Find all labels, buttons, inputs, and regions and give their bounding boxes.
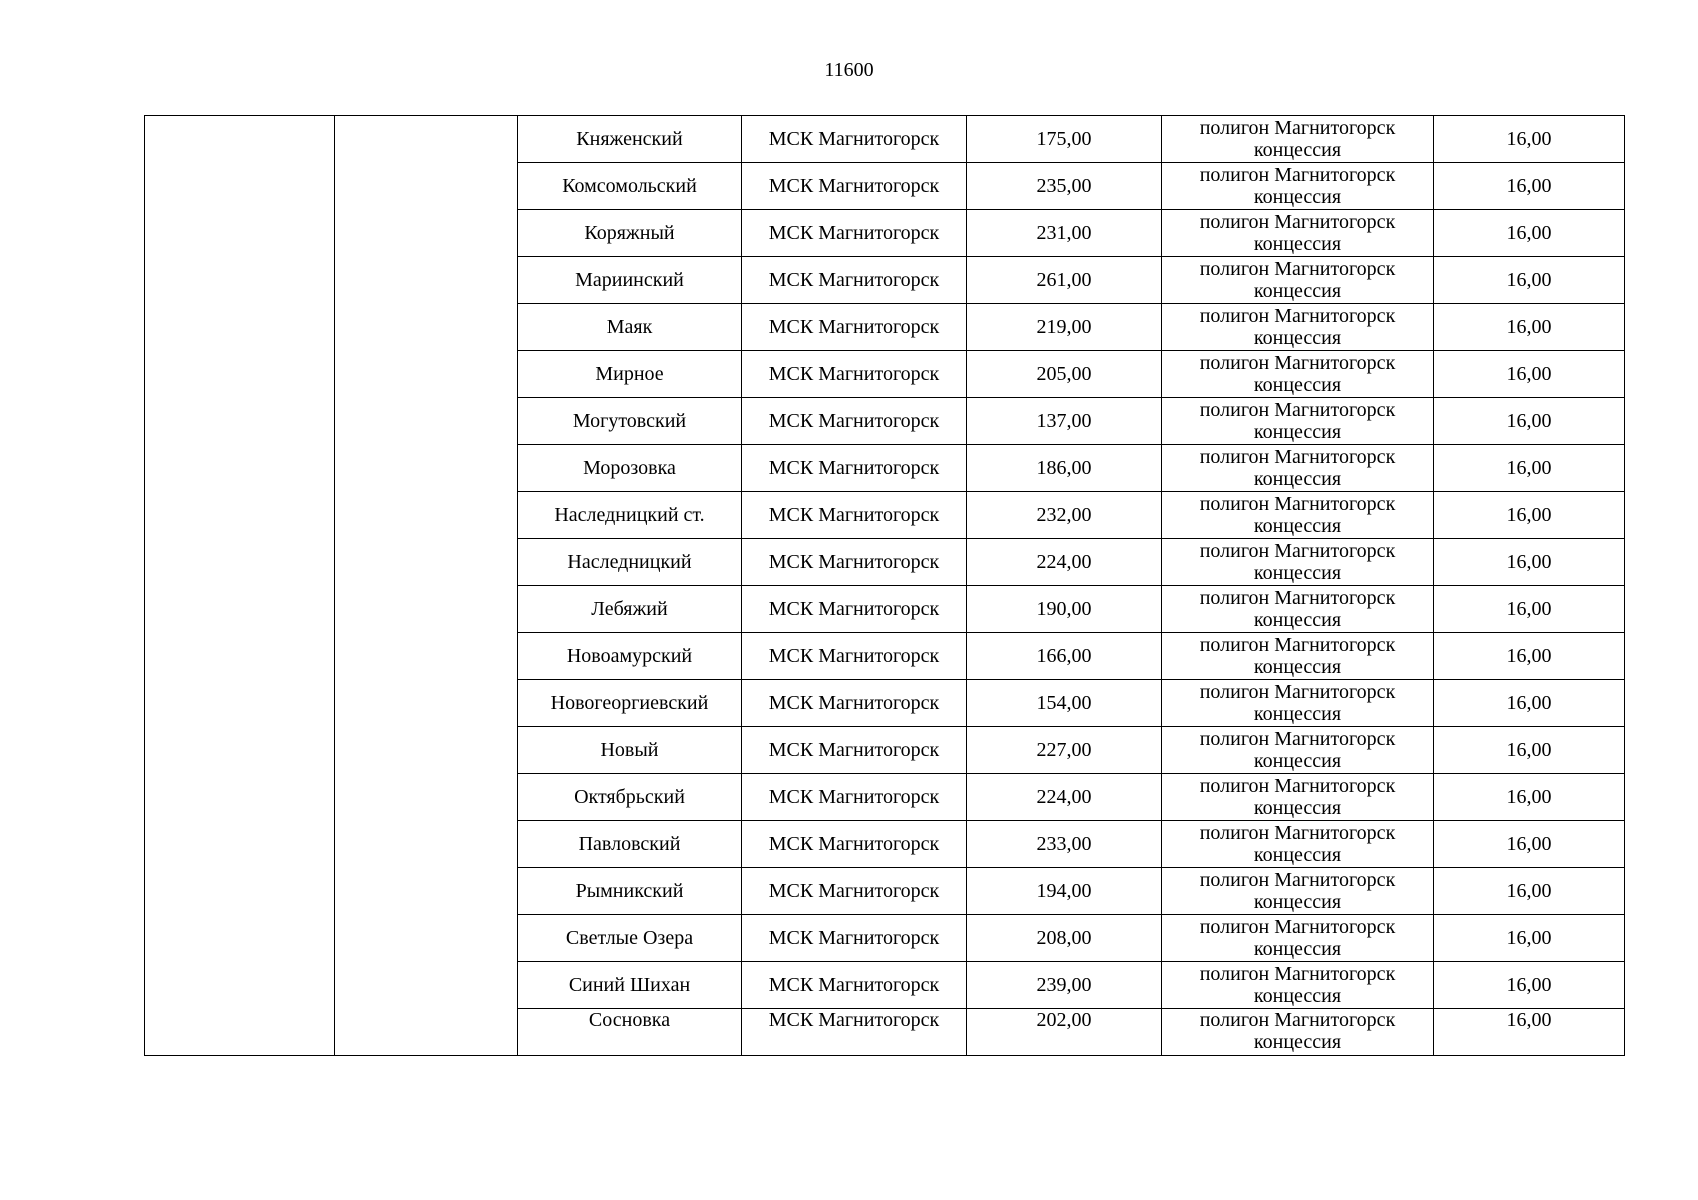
value-cell: 16,00 — [1434, 962, 1625, 1009]
landfill-line1: полигон Магнитогорск — [1199, 399, 1396, 421]
landfill-line1: полигон Магнитогорск — [1199, 916, 1396, 938]
table-body — [145, 116, 1625, 1056]
landfill-cell — [1162, 210, 1434, 257]
operator-cell: МСК Магнитогорск — [742, 351, 967, 398]
landfill-cell — [1162, 821, 1434, 868]
distance-cell: 208,00 — [967, 915, 1162, 962]
landfill-line1: полигон Магнитогорск — [1199, 117, 1396, 139]
landfill-cell — [1162, 163, 1434, 210]
landfill-line2: концессия — [1253, 515, 1342, 537]
value-cell: 16,00 — [1434, 868, 1625, 915]
landfill-line1: полигон Магнитогорск — [1199, 681, 1396, 703]
settlement-name-cell: Новый — [518, 727, 742, 774]
landfill-line2: концессия — [1253, 656, 1342, 678]
distance-cell: 224,00 — [967, 539, 1162, 586]
settlement-name-cell: Мирное — [518, 351, 742, 398]
operator-cell: МСК Магнитогорск — [742, 868, 967, 915]
landfill-cell — [1162, 633, 1434, 680]
settlement-name-cell: Новогеоргиевский — [518, 680, 742, 727]
landfill-line2: концессия — [1253, 186, 1342, 208]
landfill-line2: концессия — [1253, 609, 1342, 631]
landfill-line2: концессия — [1253, 421, 1342, 443]
landfill-line1: полигон Магнитогорск — [1199, 1009, 1396, 1031]
distance-cell: 194,00 — [967, 868, 1162, 915]
value-cell: 16,00 — [1434, 915, 1625, 962]
landfill-line2: концессия — [1253, 233, 1342, 255]
landfill-cell — [1162, 915, 1434, 962]
landfill-line2: концессия — [1253, 468, 1342, 490]
landfill-cell — [1162, 445, 1434, 492]
settlement-name-cell: Наследницкий ст. — [518, 492, 742, 539]
landfill-line2: концессия — [1253, 797, 1342, 819]
distance-cell: 166,00 — [967, 633, 1162, 680]
page-number: 11600 — [824, 59, 874, 81]
landfill-cell — [1162, 492, 1434, 539]
distance-cell: 224,00 — [967, 774, 1162, 821]
landfill-line1: полигон Магнитогорск — [1199, 258, 1396, 280]
landfill-line2: концессия — [1253, 844, 1342, 866]
distance-cell: 175,00 — [967, 116, 1162, 163]
settlement-name-cell: Княженский — [518, 116, 742, 163]
landfill-line1: полигон Магнитогорск — [1199, 493, 1396, 515]
value-cell: 16,00 — [1434, 727, 1625, 774]
value-cell: 16,00 — [1434, 774, 1625, 821]
distance-cell: 202,00 — [967, 1009, 1162, 1056]
value-cell: 16,00 — [1434, 821, 1625, 868]
operator-cell: МСК Магнитогорск — [742, 492, 967, 539]
landfill-line2: концессия — [1253, 562, 1342, 584]
operator-cell: МСК Магнитогорск — [742, 1009, 967, 1056]
distance-cell: 190,00 — [967, 586, 1162, 633]
operator-cell: МСК Магнитогорск — [742, 116, 967, 163]
landfill-cell — [1162, 680, 1434, 727]
operator-cell: МСК Магнитогорск — [742, 257, 967, 304]
operator-cell: МСК Магнитогорск — [742, 727, 967, 774]
landfill-line1: полигон Магнитогорск — [1199, 446, 1396, 468]
settlement-name-cell: Могутовский — [518, 398, 742, 445]
operator-cell: МСК Магнитогорск — [742, 398, 967, 445]
settlement-name-cell: Маяк — [518, 304, 742, 351]
settlement-name-cell: Рымникский — [518, 868, 742, 915]
landfill-cell — [1162, 116, 1434, 163]
landfill-line1: полигон Магнитогорск — [1199, 963, 1396, 985]
merged-cell-col2 — [335, 116, 518, 1056]
landfill-cell — [1162, 257, 1434, 304]
settlement-name-cell: Морозовка — [518, 445, 742, 492]
operator-cell: МСК Магнитогорск — [742, 539, 967, 586]
landfill-cell — [1162, 1009, 1434, 1056]
landfill-cell — [1162, 868, 1434, 915]
operator-cell: МСК Магнитогорск — [742, 633, 967, 680]
value-cell: 16,00 — [1434, 492, 1625, 539]
settlement-name-cell: Сосновка — [518, 1009, 742, 1056]
operator-cell: МСК Магнитогорск — [742, 680, 967, 727]
operator-cell: МСК Магнитогорск — [742, 445, 967, 492]
landfill-line2: концессия — [1253, 985, 1342, 1007]
landfill-line2: концессия — [1253, 327, 1342, 349]
value-cell: 16,00 — [1434, 445, 1625, 492]
distance-cell: 239,00 — [967, 962, 1162, 1009]
landfill-cell — [1162, 962, 1434, 1009]
operator-cell: МСК Магнитогорск — [742, 163, 967, 210]
landfill-line2: концессия — [1253, 703, 1342, 725]
landfill-line2: концессия — [1253, 139, 1342, 161]
distance-cell: 205,00 — [967, 351, 1162, 398]
landfill-cell — [1162, 586, 1434, 633]
landfill-line1: полигон Магнитогорск — [1199, 211, 1396, 233]
operator-cell: МСК Магнитогорск — [742, 915, 967, 962]
landfill-line1: полигон Магнитогорск — [1199, 164, 1396, 186]
settlement-name-cell: Мариинский — [518, 257, 742, 304]
landfill-line1: полигон Магнитогорск — [1199, 587, 1396, 609]
value-cell: 16,00 — [1434, 257, 1625, 304]
value-cell: 16,00 — [1434, 1009, 1625, 1056]
value-cell: 16,00 — [1434, 680, 1625, 727]
distance-cell: 233,00 — [967, 821, 1162, 868]
settlement-name-cell: Наследницкий — [518, 539, 742, 586]
settlement-name-cell: Октябрьский — [518, 774, 742, 821]
landfill-line2: концессия — [1253, 938, 1342, 960]
value-cell: 16,00 — [1434, 351, 1625, 398]
distance-cell: 186,00 — [967, 445, 1162, 492]
landfill-line1: полигон Магнитогорск — [1199, 822, 1396, 844]
landfill-line2: концессия — [1253, 280, 1342, 302]
value-cell: 16,00 — [1434, 116, 1625, 163]
landfill-line2: концессия — [1253, 1031, 1342, 1053]
operator-cell: МСК Магнитогорск — [742, 210, 967, 257]
distance-cell: 227,00 — [967, 727, 1162, 774]
distance-cell: 137,00 — [967, 398, 1162, 445]
distance-cell: 231,00 — [967, 210, 1162, 257]
distance-cell: 261,00 — [967, 257, 1162, 304]
operator-cell: МСК Магнитогорск — [742, 962, 967, 1009]
value-cell: 16,00 — [1434, 304, 1625, 351]
settlement-name-cell: Синий Шихан — [518, 962, 742, 1009]
landfill-line1: полигон Магнитогорск — [1199, 728, 1396, 750]
landfill-line1: полигон Магнитогорск — [1199, 352, 1396, 374]
operator-cell: МСК Магнитогорск — [742, 304, 967, 351]
value-cell: 16,00 — [1434, 163, 1625, 210]
distance-cell: 235,00 — [967, 163, 1162, 210]
distance-cell: 232,00 — [967, 492, 1162, 539]
landfill-cell — [1162, 774, 1434, 821]
distance-cell: 154,00 — [967, 680, 1162, 727]
landfill-line1: полигон Магнитогорск — [1199, 869, 1396, 891]
settlement-name-cell: Светлые Озера — [518, 915, 742, 962]
landfill-line1: полигон Магнитогорск — [1199, 775, 1396, 797]
value-cell: 16,00 — [1434, 586, 1625, 633]
value-cell: 16,00 — [1434, 633, 1625, 680]
landfill-cell — [1162, 351, 1434, 398]
table-row — [145, 116, 1625, 163]
merged-cell-col1 — [145, 116, 335, 1056]
operator-cell: МСК Магнитогорск — [742, 586, 967, 633]
landfill-cell — [1162, 727, 1434, 774]
value-cell: 16,00 — [1434, 210, 1625, 257]
settlements-table — [144, 115, 1625, 1056]
settlement-name-cell: Лебяжий — [518, 586, 742, 633]
landfill-line2: концессия — [1253, 891, 1342, 913]
value-cell: 16,00 — [1434, 539, 1625, 586]
landfill-cell — [1162, 539, 1434, 586]
settlement-name-cell: Коряжный — [518, 210, 742, 257]
settlement-name-cell: Новоамурский — [518, 633, 742, 680]
value-cell: 16,00 — [1434, 398, 1625, 445]
landfill-line2: концессия — [1253, 374, 1342, 396]
landfill-line1: полигон Магнитогорск — [1199, 305, 1396, 327]
landfill-line1: полигон Магнитогорск — [1199, 634, 1396, 656]
landfill-cell — [1162, 398, 1434, 445]
operator-cell: МСК Магнитогорск — [742, 821, 967, 868]
operator-cell: МСК Магнитогорск — [742, 774, 967, 821]
landfill-line2: концессия — [1253, 750, 1342, 772]
landfill-cell — [1162, 304, 1434, 351]
settlement-name-cell: Комсомольский — [518, 163, 742, 210]
settlement-name-cell: Павловский — [518, 821, 742, 868]
landfill-line1: полигон Магнитогорск — [1199, 540, 1396, 562]
distance-cell: 219,00 — [967, 304, 1162, 351]
